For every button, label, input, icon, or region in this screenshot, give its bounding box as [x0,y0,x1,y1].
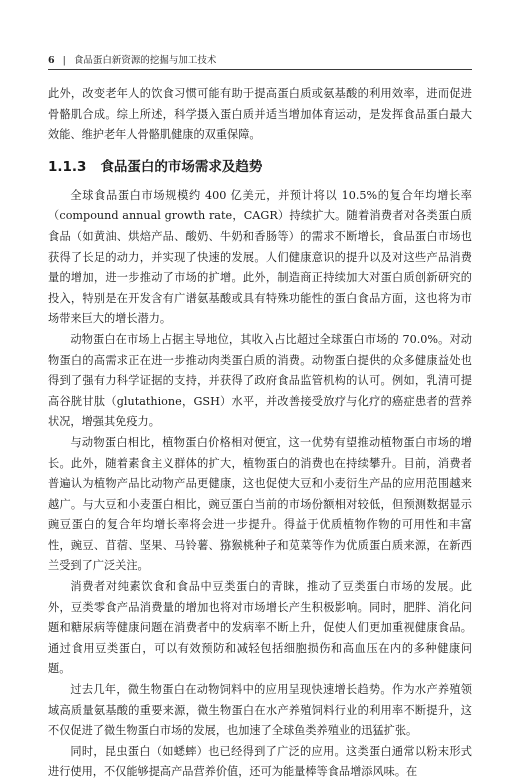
paragraph-plant-protein: 与动物蛋白相比，植物蛋白价格相对便宜，这一优势有望推动植物蛋白市场的增长。此外，随着素食主义群体的扩大，植物蛋白的消费也在持续攀升。目前，消费者普遍认为植物产品比动物产品更健康，这也促使大豆和小麦衍生产品的应用范围越来越广。与大豆和小麦蛋白相比，豌豆蛋白当前的市场份额相对较低，但预测数据显示豌豆蛋白的复合年均增长率将会进一步提升。得益于优质植物作物的可用性和丰富性，豌豆、苜蓿、坚果、马铃薯、猕猴桃种子和苋菜等作为优质蛋白质来源，在新西兰受到了广泛关注。 [48,435,472,573]
intro-paragraph: 此外，改变老年人的饮食习惯可能有助于提高蛋白质或氨基酸的利用效率，进而促进骨骼肌合成。综上所述，科学摄入蛋白质并适当增加体育运动，是发挥食品蛋白最大效能、维护老年人骨骼肌健康的双重保障。 [48,87,472,142]
header-separator: | [62,55,66,66]
section-number: 1.1.3 [48,158,87,175]
section-heading [48,156,472,178]
running-title: 食品蛋白新资源的挖掘与加工技术 [73,55,217,66]
page-number: 6 [48,55,55,66]
running-header [48,44,472,70]
section-title: 食品蛋白的市场需求及趋势 [100,158,263,175]
paragraph-legume-protein: 消费者对纯素饮食和食品中豆类蛋白的青睐，推动了豆类蛋白市场的发展。此外，豆类零食产品消费量的增加也将对市场增长产生积极影响。同时，肥胖、消化问题和糖尿病等健康问题在消费者中的发病率不断上升，促使人们更加重视健康食品。通过食用豆类蛋白，可以有效预防和减轻包括细胞损伤和高血压在内的多种健康问题。 [48,580,472,676]
paragraph-animal-protein: 动物蛋白在市场上占据主导地位，其收入占比超过全球蛋白市场的 70.0%。对动物蛋白的高需求正在进一步推动肉类蛋白质的消费。动物蛋白提供的众多健康益处也得到了强有力科学证据的支持，并获得了政府食品监管机构的认可。例如，乳清可提高谷胱甘肽（glutathione，GSH）水平，并改善接受放疗与化疗的癌症患者的营养状况，增强其免疫力。 [48,332,472,429]
paragraph-microbial-protein: 过去几年，微生物蛋白在动物饲料中的应用呈现快速增长趋势。作为水产养殖领域高质量氨基酸的重要来源，微生物蛋白在水产养殖饲料行业的利用率不断提升，这不仅促进了微生物蛋白市场的发展，也加速了全球鱼类养殖业的迅猛扩张。 [48,683,472,738]
paragraph-market-size: 全球食品蛋白市场规模约 400 亿美元，并预计将以 10.5%的复合年均增长率（compound annual growth rate，CAGR）持续扩大。随着消费者对各类蛋白质食品（如黄油、烘焙产品、酸奶、牛奶和香肠等）的需求不断增长，食品蛋白市场也获得了长足的动力，并实现了快速的发展。人们健康意识的提升以及对这些产品消费量的增加，进一步推动了市场的扩增。此外，制造商正持续加大对蛋白质创新研究的投入，特别是在开发含有广谱氨基酸或具有特殊功能性的蛋白食品方面，这也将为市场带来巨大的增长潜力。 [48,188,472,326]
paragraph-insect-protein: 同时，昆虫蛋白（如蟋蟀）也已经得到了广泛的应用。这类蛋白通常以粉末形式进行使用，不仅能够提高产品营养价值，还可为能量棒等食品增添风味。在 [48,744,472,779]
page-body [48,84,472,783]
